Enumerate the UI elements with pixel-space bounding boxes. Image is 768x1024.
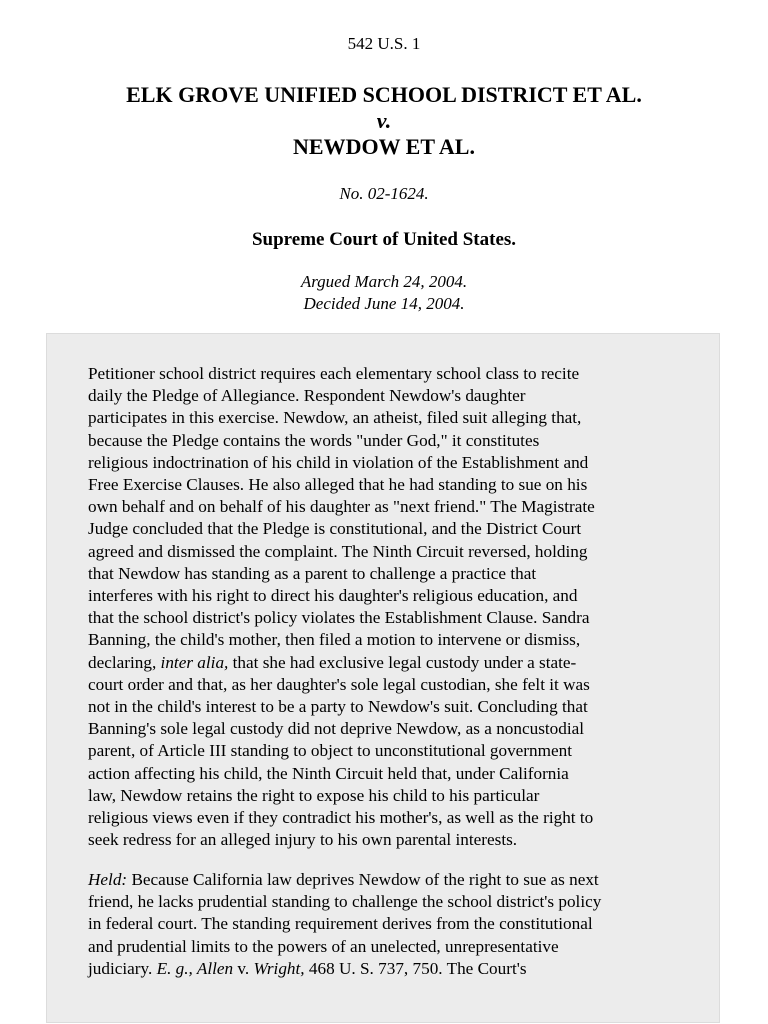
text-line: Free Exercise Clauses. He also alleged that he had standing to sue on his bbox=[88, 475, 588, 495]
text-line bbox=[88, 869, 688, 891]
text-line: religious views even if they contradict his mother's, as well as the right to bbox=[88, 808, 594, 828]
case-dates bbox=[0, 271, 768, 315]
text-segment: that she had exclusive legal custody under a state- bbox=[228, 652, 577, 672]
syllabus-paragraph bbox=[88, 363, 688, 851]
text-line: that Newdow has standing as a parent to challenge a practice that bbox=[88, 563, 537, 583]
text-line: and prudential limits to the powers of an unelected, unrepresentative bbox=[88, 936, 559, 956]
case-name-italic: E. g., Allen bbox=[156, 958, 234, 978]
text-line: agreed and dismissed the complaint. The Ninth Circuit reversed, holding bbox=[88, 541, 588, 561]
text-line: Judge concluded that the Pledge is constitutional, and the District Court bbox=[88, 519, 582, 539]
case-title bbox=[0, 82, 768, 160]
italic-phrase: inter alia, bbox=[160, 652, 229, 672]
respondent-name: NEWDOW ET AL. bbox=[293, 134, 475, 159]
text-line: not in the child's interest to be a party to Newdow's suit. Concluding that bbox=[88, 697, 588, 717]
text-line: court order and that, as her daughter's sole legal custodian, she felt it was bbox=[88, 674, 590, 694]
text-line: interferes with his right to direct his daughter's religious education, and bbox=[88, 586, 578, 606]
court-name: Supreme Court of United States. bbox=[251, 229, 517, 250]
text-line: friend, he lacks prudential standing to challenge the school district's policy bbox=[88, 892, 602, 912]
text-line: daily the Pledge of Allegiance. Respondent Newdow's daughter bbox=[88, 386, 526, 406]
text-line: religious indoctrination of his child in violation of the Establishment and bbox=[88, 452, 589, 472]
text-line: that the school district's policy violates the Establishment Clause. Sandra bbox=[88, 608, 590, 628]
case-citation: 542 U.S. 1 bbox=[347, 34, 421, 53]
text-line: own behalf and on behalf of his daughter as "next friend." The Magistrate bbox=[88, 497, 595, 517]
text-line: participates in this exercise. Newdow, an atheist, filed suit alleging that, bbox=[88, 408, 582, 428]
decided-date: Decided June 14, 2004. bbox=[303, 294, 465, 313]
case-name-italic: Wright, bbox=[253, 958, 305, 978]
holding-paragraph bbox=[88, 869, 688, 980]
text-segment: 468 U. S. 737, 750. The Court's bbox=[304, 958, 527, 978]
text-line bbox=[88, 958, 688, 980]
held-label: Held: bbox=[88, 870, 128, 889]
text-line: Banning, the child's mother, then filed a motion to intervene or dismiss, bbox=[88, 630, 581, 650]
text-segment: v. bbox=[233, 958, 254, 978]
text-segment: Because California law deprives Newdow of the right to sue as next bbox=[127, 870, 599, 889]
text-line bbox=[88, 652, 688, 674]
text-line: Banning's sole legal custody did not deprive Newdow, as a noncustodial bbox=[88, 719, 585, 739]
syllabus-box bbox=[46, 333, 720, 1023]
text-line: Petitioner school district requires each elementary school class to recite bbox=[88, 364, 580, 383]
text-line: seek redress for an alleged injury to his own parental interests. bbox=[88, 830, 518, 850]
text-line: law, Newdow retains the right to expose his child to his particular bbox=[88, 785, 540, 805]
text-segment: declaring, bbox=[88, 652, 161, 672]
docket-number: No. 02-1624. bbox=[339, 184, 429, 203]
text-line: parent, of Article III standing to object to unconstitutional government bbox=[88, 741, 572, 761]
text-line: action affecting his child, the Ninth Circuit held that, under California bbox=[88, 763, 569, 783]
text-line: in federal court. The standing requirement derives from the constitutional bbox=[88, 914, 593, 934]
text-line: because the Pledge contains the words "under God," it constitutes bbox=[88, 430, 540, 450]
petitioner-name: ELK GROVE UNIFIED SCHOOL DISTRICT ET AL. bbox=[126, 82, 642, 107]
text-segment: judiciary. bbox=[88, 958, 157, 978]
versus-label: v. bbox=[376, 108, 392, 133]
argued-date: Argued March 24, 2004. bbox=[300, 272, 468, 291]
